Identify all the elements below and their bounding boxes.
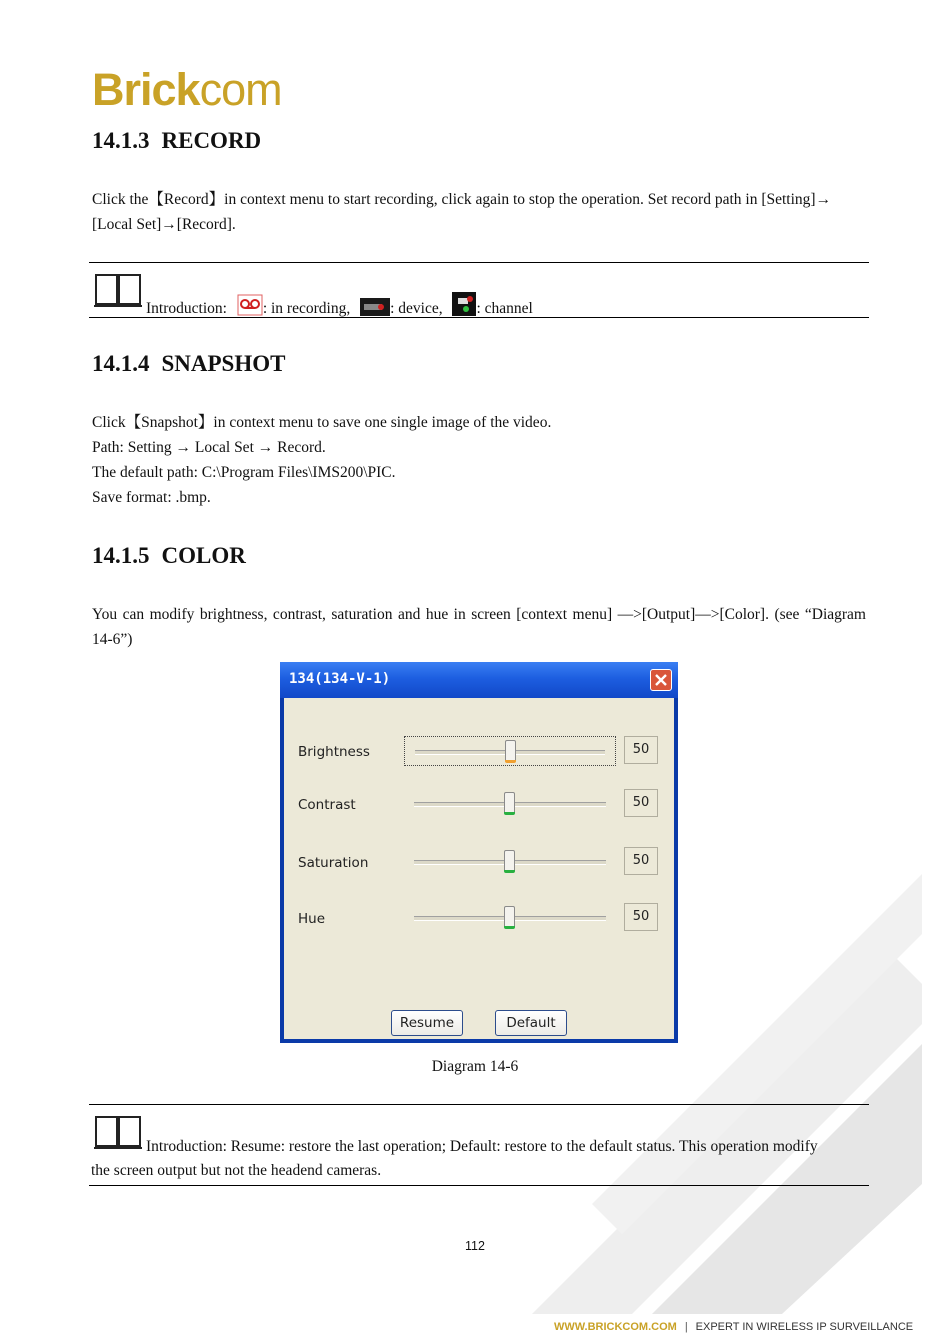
- contrast-slider[interactable]: [404, 789, 616, 819]
- color-paragraph: You can modify brightness, contrast, saturation and hue in screen [context menu] —>[Output]—>[Color]. (see “Diagram 14-6”): [92, 606, 866, 648]
- page-number: 112: [465, 1239, 485, 1253]
- note2-line2: the screen output but not the headend cameras.: [91, 1162, 382, 1179]
- hue-thumb[interactable]: [504, 906, 515, 928]
- default-button[interactable]: Default: [495, 1010, 567, 1036]
- close-button[interactable]: [650, 669, 672, 691]
- device-icon: [360, 298, 390, 316]
- channel-icon: [452, 292, 476, 316]
- note2-line1: Introduction: Resume: restore the last operation; Default: restore to the default status. This operation modify: [146, 1138, 818, 1155]
- saturation-row: [284, 845, 674, 885]
- contrast-label: Contrast: [298, 797, 356, 813]
- note-box-record: Introduction: : in recording, : device, : channel: [89, 262, 869, 318]
- snapshot-paragraph: Click【Snapshot】in context menu to save one single image of the video. Path: Setting → Local Set → Record. The default path: C:\Program Files\IMS200\PIC. Save format: .bmp.: [92, 414, 552, 506]
- brickcom-logo: Brickcom: [92, 64, 282, 115]
- dialog-titlebar: [280, 662, 678, 698]
- brightness-label: Brightness: [298, 744, 370, 760]
- saturation-thumb[interactable]: [504, 850, 515, 872]
- brightness-slider[interactable]: [404, 736, 616, 766]
- note-box-color: [89, 1104, 869, 1186]
- saturation-value[interactable]: 50: [624, 847, 658, 875]
- hue-row: [284, 901, 674, 941]
- footer-tagline: EXPERT IN WIRELESS IP SURVEILLANCE: [695, 1321, 914, 1333]
- saturation-slider[interactable]: [404, 847, 616, 877]
- heading-record: 14.1.3 RECORD: [92, 128, 262, 153]
- brightness-row: [284, 734, 674, 774]
- record-paragraph: Click the【Record】in context menu to start recording, click again to stop the operation. Set record path in [Setting]→ [Local Set]→[Record].: [92, 191, 832, 233]
- contrast-value[interactable]: 50: [624, 789, 658, 817]
- brightness-thumb[interactable]: [505, 740, 516, 762]
- hue-value[interactable]: 50: [624, 903, 658, 931]
- diagram-caption: Diagram 14-6: [431, 1058, 519, 1075]
- dialog-title: 134(134-V-1): [289, 671, 391, 687]
- footer: WWW.BRICKCOM.COM | EXPERT IN WIRELESS IP SURVEILLANCE: [554, 1321, 914, 1333]
- resume-button[interactable]: Resume: [391, 1010, 463, 1036]
- close-icon: [651, 670, 671, 690]
- color-dialog: [280, 662, 678, 1043]
- hue-label: Hue: [298, 911, 326, 927]
- book-icon: [93, 1113, 143, 1151]
- book-icon: [93, 271, 143, 309]
- recording-icon: [237, 294, 263, 316]
- dialog-body: [284, 698, 674, 1039]
- contrast-thumb[interactable]: [504, 792, 515, 814]
- heading-snapshot: 14.1.4 SNAPSHOT: [92, 351, 286, 376]
- footer-url[interactable]: WWW.BRICKCOM.COM: [554, 1321, 677, 1333]
- contrast-row: [284, 787, 674, 827]
- hue-slider[interactable]: [404, 903, 616, 933]
- saturation-label: Saturation: [298, 855, 369, 871]
- brightness-value[interactable]: 50: [624, 736, 658, 764]
- heading-color: 14.1.5 COLOR: [92, 543, 246, 568]
